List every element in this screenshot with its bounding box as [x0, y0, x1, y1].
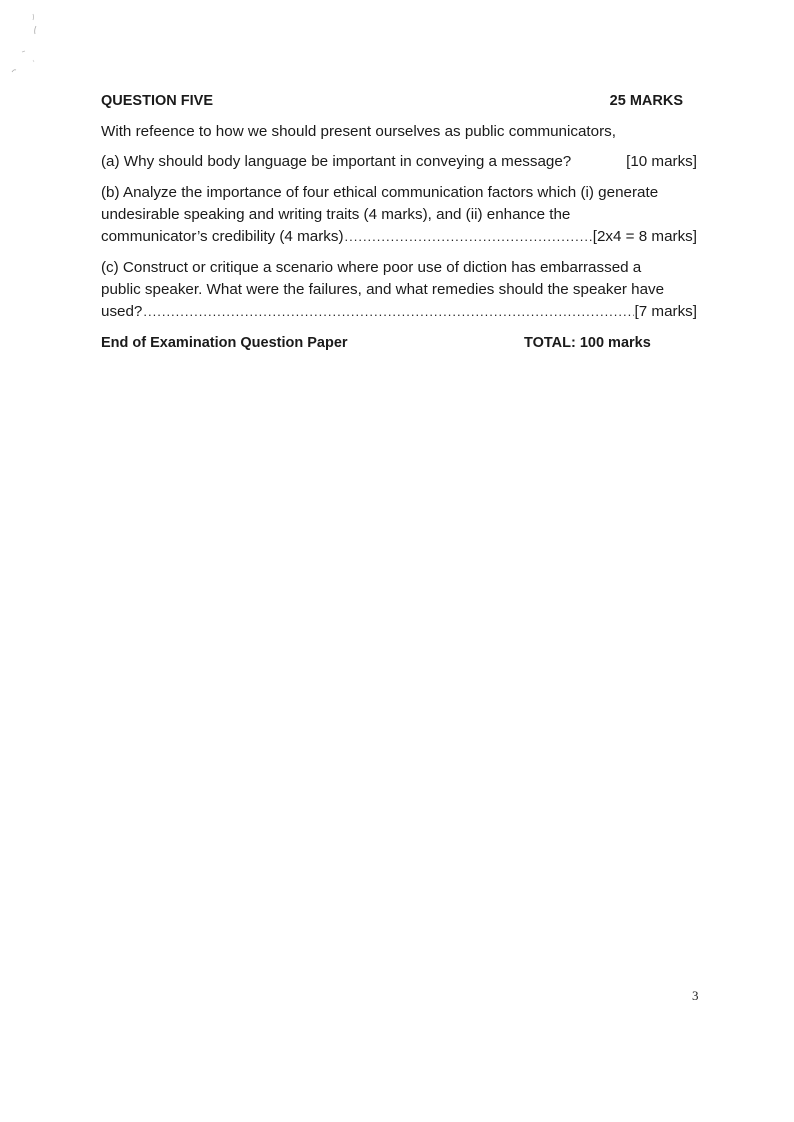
- question-header: [101, 90, 697, 112]
- sub-question-b-line-3: [101, 226, 697, 248]
- page-number: 3: [692, 988, 699, 1003]
- scan-artifact-marks: [0, 0, 60, 90]
- question-title: QUESTION FIVE: [101, 93, 213, 109]
- sub-question-b-line-2: undesirable speaking and writing traits (4 marks), and (ii) enhance the: [101, 206, 571, 223]
- sub-question-a-marks: [10 marks]: [626, 153, 697, 170]
- sub-question-c-line-1: (c) Construct or critique a scenario where poor use of diction has embarrassed a: [101, 259, 642, 276]
- total-marks: TOTAL: 100 marks: [524, 335, 651, 351]
- sub-question-c-line-2: public speaker. What were the failures, and what remedies should the speaker have: [101, 281, 665, 298]
- sub-question-a-text: (a) Why should body language be important in conveying a message?: [101, 153, 572, 170]
- sub-question-c: [101, 257, 697, 323]
- sub-question-b-line-1: (b) Analyze the importance of four ethical communication factors which (i) generate: [101, 184, 659, 201]
- sub-question-b: [101, 182, 697, 248]
- question-content: [101, 90, 697, 354]
- sub-question-c-marks: [7 marks]: [634, 303, 697, 320]
- dot-leader: [345, 226, 592, 248]
- sub-question-b-marks: [2x4 = 8 marks]: [592, 228, 697, 245]
- sub-question-c-line-3-text: used?: [101, 303, 143, 320]
- sub-question-b-line-3-text: communicator’s credibility (4 marks): [101, 228, 344, 245]
- paper-footer: [101, 332, 697, 354]
- question-intro: With refeence to how we should present ourselves as public communicators,: [101, 123, 616, 140]
- sub-question-c-line-3: [101, 301, 697, 323]
- question-marks: 25 MARKS: [609, 93, 683, 109]
- sub-question-a: [101, 151, 697, 173]
- end-of-paper-text: End of Examination Question Paper: [101, 335, 348, 351]
- dot-leader: [143, 301, 633, 323]
